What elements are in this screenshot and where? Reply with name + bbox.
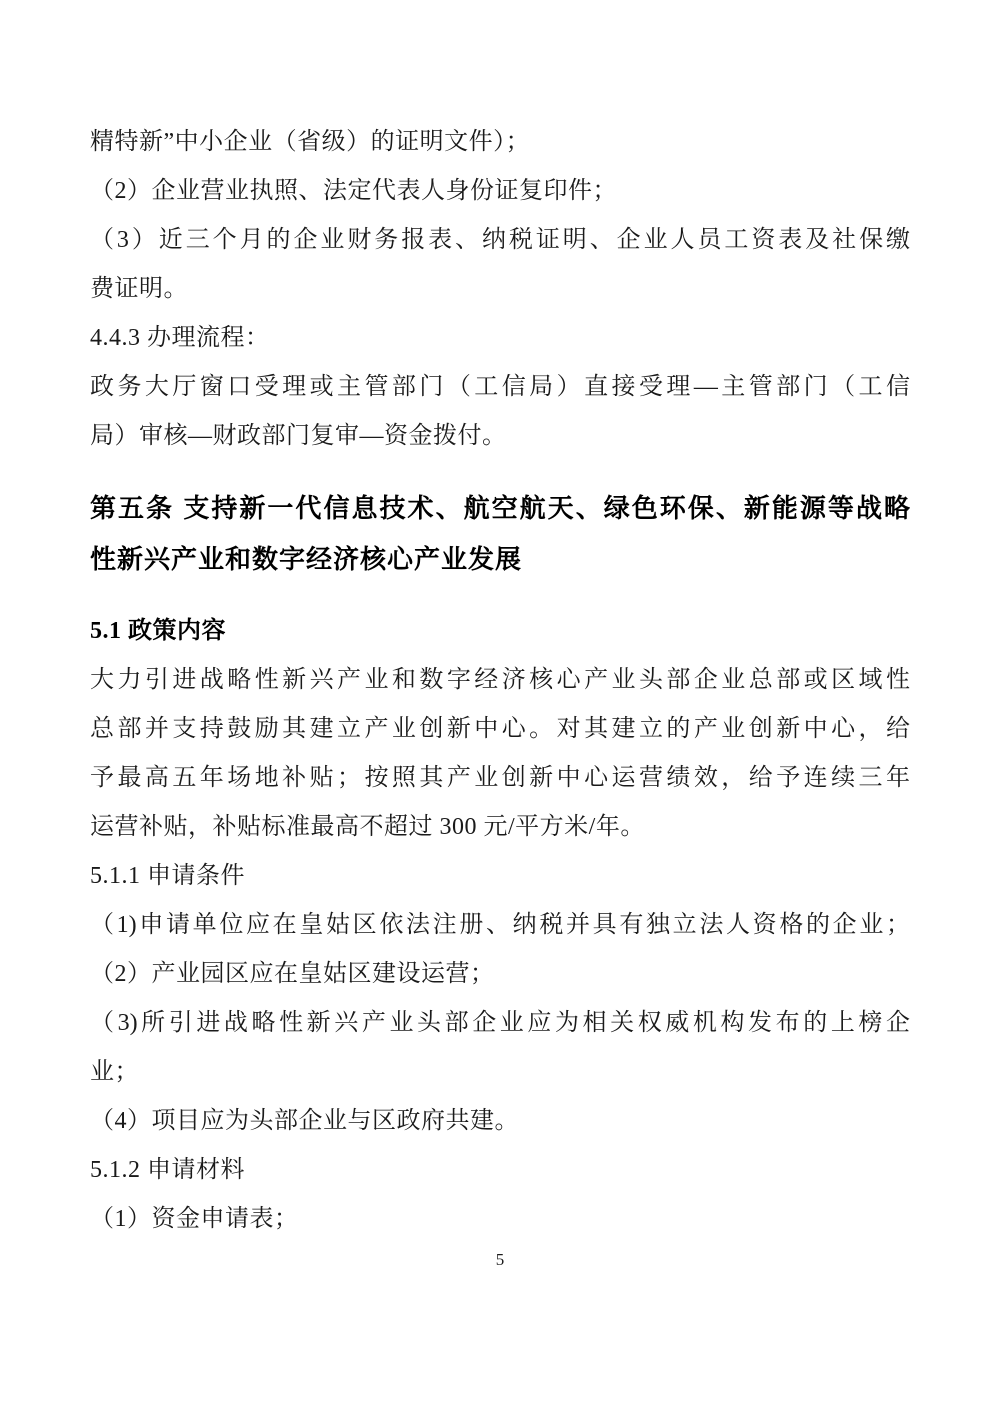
doc-line: 精特新”中小企业（省级）的证明文件）； [90,129,531,155]
document-body [90,118,910,1244]
doc-line-item-3: （3）近三个月的企业财务报表、纳税证明、企业人员工资表及社保缴 [90,227,910,253]
material-item-1: （1）资金申请表； [90,1206,299,1232]
condition-item-3: （3)所引进战略性新兴产业头部企业应为相关权威机构发布的上榜企 [90,1010,910,1036]
policy-content-line: 大力引进战略性新兴产业和数字经济核心产业头部企业总部或区域性 [90,667,910,693]
article-5-heading-line-1: 第五条 支持新一代信息技术、航空航天、绿色环保、新能源等战略 [90,493,910,523]
clause-4-4-3-title: 4.4.3 办理流程： [90,325,270,351]
article-5-heading [90,483,910,585]
policy-content-line: 运营补贴，补贴标准最高不超过 300 元/平方米/年。 [90,814,645,840]
article-5-heading-line-2: 性新兴产业和数字经济核心产业发展 [90,544,523,574]
condition-item-2: （2）产业园区应在皇姑区建设运营； [90,961,495,987]
clause-5-1-1-title: 5.1.1 申请条件 [90,863,245,889]
policy-content-line: 予最高五年场地补贴；按照其产业创新中心运营绩效，给予连续三年 [90,765,910,791]
condition-item-3-cont: 业； [90,1059,139,1085]
policy-content-line: 总部并支持鼓励其建立产业创新中心。对其建立的产业创新中心，给 [90,716,910,742]
doc-line-item-2: （2）企业营业执照、法定代表人身份证复印件； [90,178,617,204]
doc-line-process-cont: 局）审核—财政部门复审—资金拨付。 [90,423,507,449]
condition-item-1: （1)申请单位应在皇姑区依法注册、纳税并具有独立法人资格的企业； [90,912,910,938]
section-5-1-title: 5.1 政策内容 [90,618,226,644]
doc-line: 费证明。 [90,276,188,302]
page-number: 5 [495,1250,505,1269]
clause-5-1-2-title: 5.1.2 申请材料 [90,1157,245,1183]
doc-line-process: 政务大厅窗口受理或主管部门（工信局）直接受理—主管部门（工信 [90,374,910,400]
condition-item-4: （4）项目应为头部企业与区政府共建。 [90,1108,519,1134]
